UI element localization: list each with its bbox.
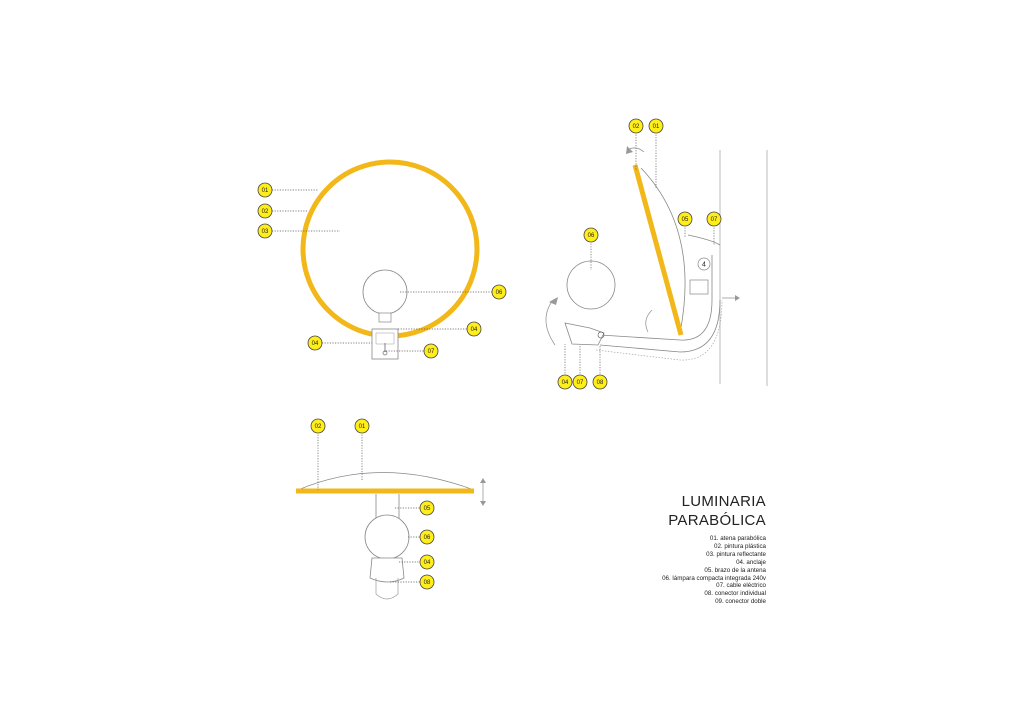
svg-text:06: 06 bbox=[587, 233, 595, 240]
callout-front-01 bbox=[258, 183, 272, 197]
svg-text:04: 04 bbox=[561, 380, 569, 387]
callout-front-03 bbox=[258, 224, 272, 238]
callout-side-07b bbox=[573, 375, 587, 389]
callout-side-04 bbox=[558, 375, 572, 389]
drawing-title bbox=[668, 492, 766, 530]
svg-text:07: 07 bbox=[427, 349, 435, 356]
callout-top-05 bbox=[420, 501, 434, 515]
svg-text:06: 06 bbox=[423, 535, 431, 542]
callout-side-01 bbox=[649, 119, 663, 133]
legend-item: 03. pintura reflectante bbox=[706, 550, 766, 558]
legend-item: 02. pintura plástica bbox=[714, 542, 766, 550]
svg-text:01: 01 bbox=[652, 124, 660, 131]
svg-text:02: 02 bbox=[632, 124, 640, 131]
callout-top-08 bbox=[420, 575, 434, 589]
svg-text:02: 02 bbox=[314, 424, 322, 431]
svg-text:01: 01 bbox=[261, 188, 269, 195]
callout-front-02 bbox=[258, 204, 272, 218]
legend-item: 04. anclaje bbox=[736, 558, 766, 566]
callout-side-02 bbox=[629, 119, 643, 133]
svg-text:07: 07 bbox=[576, 380, 584, 387]
svg-text:08: 08 bbox=[423, 580, 431, 587]
callout-side-07 bbox=[707, 212, 721, 226]
rotate-arrow-dish bbox=[646, 310, 652, 332]
callout-top-02 bbox=[311, 419, 325, 433]
lamp-globe-top bbox=[365, 515, 409, 559]
legend-item: 07. cable eléctrico bbox=[716, 582, 766, 590]
callout-side-05 bbox=[678, 212, 692, 226]
svg-text:07: 07 bbox=[710, 217, 718, 224]
legend-item: 06. lámpara compacta integrada 240v bbox=[662, 574, 766, 582]
svg-text:03: 03 bbox=[261, 229, 269, 236]
legend-item: 01. atena parabólica bbox=[709, 535, 766, 542]
legend-item: 09. conector doble bbox=[715, 598, 766, 606]
lamp-neck-front bbox=[379, 313, 391, 322]
legend-item: 05. brazo de la antena bbox=[704, 566, 766, 574]
side-marker-label: 4 bbox=[702, 261, 706, 269]
svg-text:04: 04 bbox=[311, 341, 319, 348]
top-view bbox=[296, 432, 486, 599]
svg-text:05: 05 bbox=[681, 217, 689, 224]
title-line-2: PARABÓLICA bbox=[668, 512, 766, 529]
dish-top-curve bbox=[298, 473, 474, 491]
callout-front-04b bbox=[308, 336, 322, 350]
svg-text:08: 08 bbox=[596, 380, 604, 387]
legend-item: 08. conector individual bbox=[704, 590, 766, 598]
antenna-arm-side bbox=[600, 255, 712, 340]
dish-side bbox=[635, 165, 681, 335]
callout-front-04a bbox=[467, 322, 481, 336]
callout-front-06 bbox=[492, 285, 506, 299]
callout-side-08 bbox=[593, 375, 607, 389]
svg-text:01: 01 bbox=[358, 424, 366, 431]
svg-text:04: 04 bbox=[423, 560, 431, 567]
anchor-top bbox=[370, 558, 404, 582]
title-line-1: LUMINARIA bbox=[681, 493, 766, 510]
side-view bbox=[546, 132, 767, 386]
svg-text:04: 04 bbox=[470, 327, 478, 334]
svg-text:02: 02 bbox=[261, 209, 269, 216]
svg-text:05: 05 bbox=[423, 506, 431, 513]
front-view bbox=[272, 162, 492, 359]
svg-text:06: 06 bbox=[495, 290, 503, 297]
parts-legend bbox=[662, 535, 766, 606]
callout-front-07 bbox=[424, 344, 438, 358]
callout-top-06 bbox=[420, 530, 434, 544]
callout-side-06 bbox=[584, 228, 598, 242]
rotate-arrow-left bbox=[546, 300, 555, 345]
callout-top-01 bbox=[355, 419, 369, 433]
callout-top-04 bbox=[420, 555, 434, 569]
dish-back-curve bbox=[641, 168, 685, 333]
